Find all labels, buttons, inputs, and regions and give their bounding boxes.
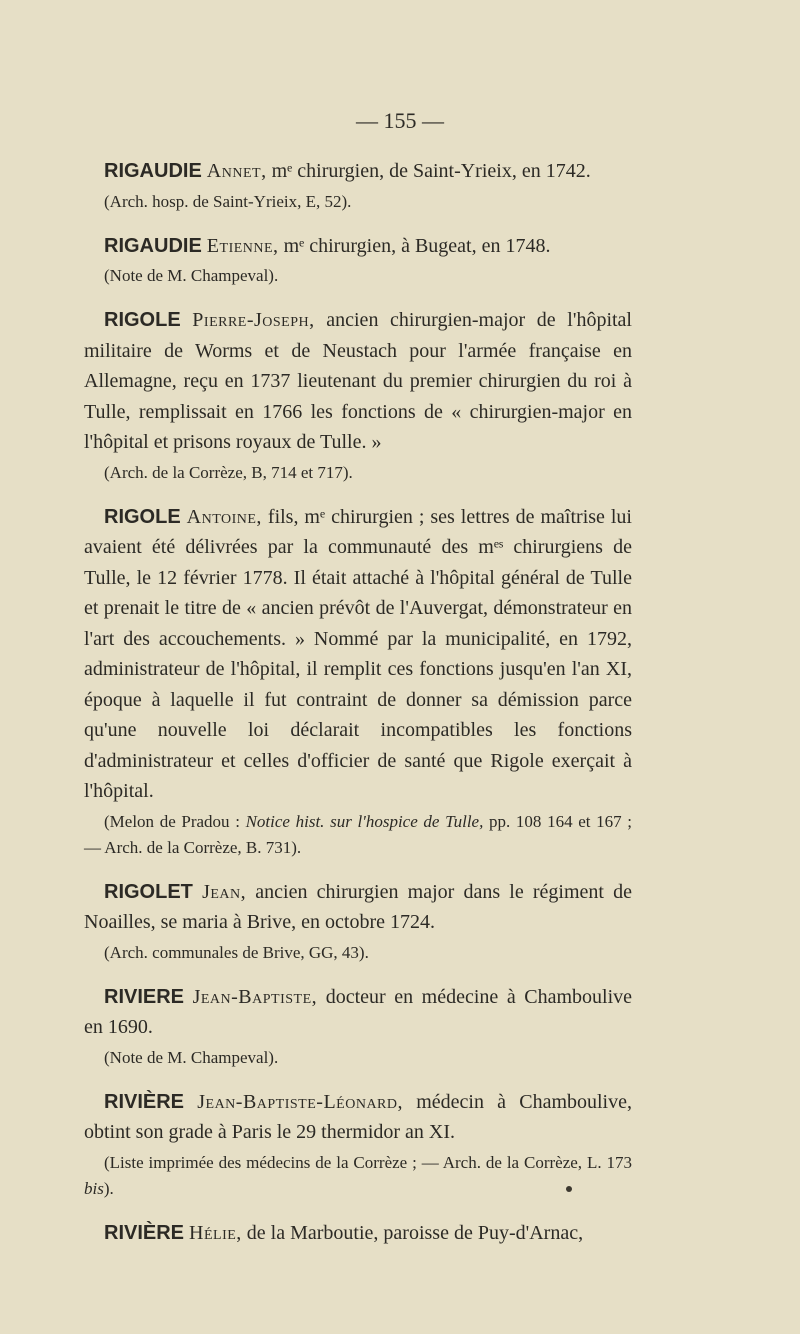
entry-source	[84, 809, 632, 861]
entry-given-name: Jean-Baptiste,	[192, 985, 318, 1008]
source-suffix: ).	[103, 1178, 114, 1198]
entry-rigaudie-etienne	[84, 231, 632, 290]
entry-description: ancien chirurgien major dans le régiment de Noailles, se maria à Brive, en octobre 1724.	[84, 880, 633, 933]
entry-riviere-jean-baptiste-leonard	[84, 1087, 632, 1202]
entry-riviere-jean-baptiste	[84, 982, 632, 1071]
entry-text	[84, 1087, 632, 1148]
entry-given-name: Jean-Baptiste-Léonard,	[197, 1090, 403, 1113]
entry-given-name: Antoine,	[186, 505, 262, 528]
entry-surname: RIVIÈRE	[104, 1090, 185, 1113]
entry-description: médecin à Chamboulive, obtint son grade à Paris le 29 thermidor an XI.	[84, 1090, 632, 1143]
entry-description: de la Marboutie, paroisse de Puy-d'Arnac,	[246, 1221, 584, 1244]
entry-riviere-helie	[84, 1218, 632, 1249]
entry-source: (Note de M. Champeval).	[104, 266, 279, 285]
entry-source: (Arch. hosp. de Saint-Yrieix, E, 52).	[104, 191, 352, 211]
entry-description: mᵉ chirurgien, de Saint-Yrieix, en 1742.	[271, 160, 591, 182]
entry-text	[84, 305, 632, 458]
entry-given-name: Etienne,	[206, 234, 279, 257]
entry-rigole-pierre-joseph	[84, 305, 632, 486]
entry-surname: RIGOLE	[104, 309, 181, 331]
entry-text	[84, 877, 632, 938]
entry-surname: RIVIERE	[104, 985, 185, 1008]
entry-source: (Arch. communales de Brive, GG, 43).	[104, 942, 369, 962]
entry-surname: RIVIÈRE	[104, 1221, 185, 1244]
entry-surname: RIGAUDIE	[104, 160, 202, 182]
entry-description: ancien chirurgien-major de l'hôpital militaire de Worms et de Neustach pour l'armée française en Allemagne, reçu en 1737 lieutenant du premier chirurgien du roi à Tulle, remplissait en 1766 les fonctions de « chirurgien-major en l'hôpital et prisons royaux de Tulle. »	[84, 309, 632, 453]
entry-given-name: Pierre-Joseph,	[192, 309, 315, 331]
entry-given-name: Jean,	[202, 880, 247, 903]
page-body	[84, 156, 632, 1264]
entry-description: mᵉ chirurgien, à Bugeat, en 1748.	[283, 234, 551, 257]
entry-text	[84, 231, 632, 262]
entry-rigole-antoine	[84, 502, 632, 861]
entry-rigolet-jean	[84, 877, 632, 966]
entry-description: fils, mᵉ chirurgien ; ses lettres de maîtrise lui avaient été délivrées par la communauté des mᵉˢ chirurgiens de Tulle, le 12 février 1778. Il était attaché à l'hôpital général de Tulle et prenait le titre de « ancien prévôt de l'Auvergat, démonstrateur en l'art des accouchements. » Nommé par la municipalité, en 1792, administrateur de l'hôpital, il remplit ces fonctions jusqu'en l'an XI, époque à laquelle il fut contraint de donner sa démission parce qu'une nouvelle loi déclarait incompatibles les fonctions d'administrateur et celles d'officier de santé que Rigole exerçait à l'hôpital.	[84, 505, 632, 802]
entry-description: docteur en médecine à Chamboulive en 1690.	[84, 985, 633, 1038]
entry-source: (Arch. de la Corrèze, B, 714 et 717).	[104, 462, 353, 482]
source-prefix: (Liste imprimée des médecins de la Corrèze ; — Arch. de la Corrèze, L. 173	[104, 1152, 632, 1172]
entry-surname: RIGOLE	[104, 505, 181, 528]
entry-text	[84, 156, 632, 187]
entry-given-name: Annet,	[206, 160, 267, 182]
entry-rigaudie-annet	[84, 156, 632, 215]
entry-source: (Note de M. Champeval).	[104, 1047, 279, 1067]
entry-given-name: Hélie,	[189, 1221, 242, 1244]
entry-surname: RIGAUDIE	[104, 234, 202, 257]
source-suffix: pp. 108 164 et 167 ; — Arch. de la Corrèze, B. 731).	[84, 811, 633, 857]
source-prefix: (Melon de Pradou :	[104, 811, 240, 831]
entry-source	[84, 1150, 632, 1202]
ink-speck	[566, 1186, 572, 1192]
entry-text	[84, 502, 632, 807]
entry-text	[84, 982, 632, 1043]
entry-text	[84, 1218, 632, 1249]
entry-surname: RIGOLET	[104, 880, 193, 903]
source-title: Notice hist. sur l'hospice de Tulle,	[245, 811, 484, 831]
page-number: — 155 —	[356, 108, 444, 133]
source-italic: bis	[84, 1178, 104, 1198]
